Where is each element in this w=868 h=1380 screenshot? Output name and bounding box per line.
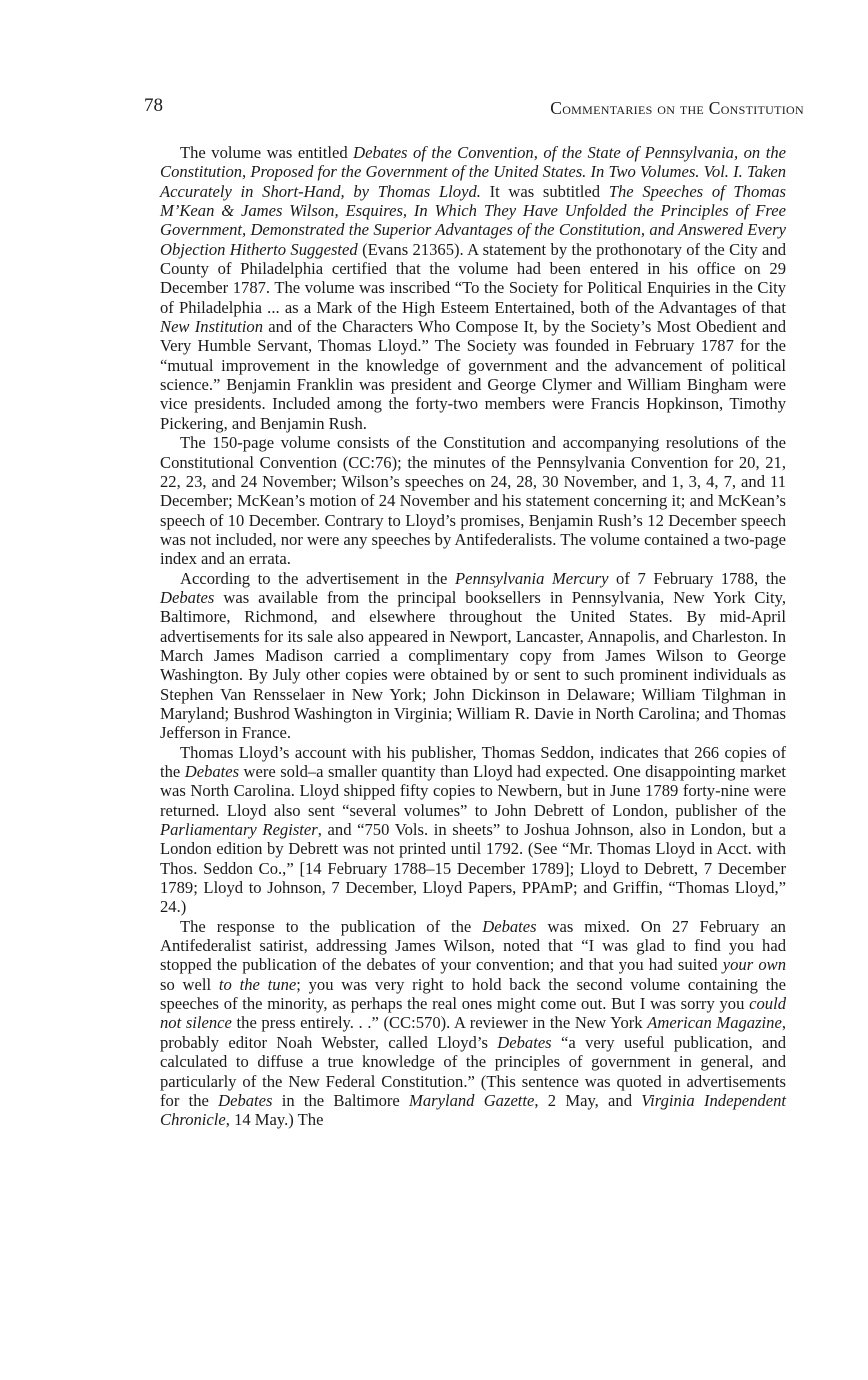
text-run: Thomas Lloyd’s account with his publisher, Thomas Seddon, indicates that 266 copies of the xyxy=(160,742,786,781)
italic-title: to the tune xyxy=(218,974,297,994)
text-run: , 14 May.) The xyxy=(225,1110,324,1130)
italic-title: Parliamentary Register xyxy=(160,820,318,840)
italic-title: Debates xyxy=(482,916,537,936)
italic-title: Debates xyxy=(184,762,240,781)
page-header xyxy=(144,95,804,121)
text-run: , 2 May, and xyxy=(534,1090,642,1110)
text-run: , probably editor Noah Webster, called Lloyd’s xyxy=(160,1013,786,1052)
italic-title: Pennsylvania Mercury xyxy=(454,568,609,588)
text-run: It was subtitled xyxy=(480,181,609,201)
text-run: ; you was very right to hold back the second volume containing the speeches of the minority, as perhaps the real ones might come out. But I was sorry you xyxy=(160,974,786,1014)
text-run: so well xyxy=(160,974,219,994)
paragraph-1 xyxy=(160,143,786,433)
italic-title: could not silence xyxy=(160,994,786,1033)
italic-title: New Institution xyxy=(160,317,263,337)
text-run: the press entirely. . .” (CC:570). A reviewer in the New York xyxy=(231,1013,648,1033)
text-run: The response to the publication of the xyxy=(180,916,483,936)
italic-title: The Speeches of Thomas M’Kean & James Wilson, Esquires, In Which They Have Unfolded the Principles of Free Government, Demonstrated the Superior Advantages of the Constitution, and Answered Every Objection Hitherto Suggested xyxy=(160,181,786,259)
italic-title: American Magazine xyxy=(647,1013,782,1033)
text-run: The 150-page volume consists of the Constitution and accompanying resolutions of the Constitutional Convention (CC:76); the minutes of the Pennsylvania Convention for 20, 21, 22, 23, and 24 November; Wilson’s speeches on 24, 28, 30 November, and 1, 3, 4, 7, and 11 December; McKean’s motion of 24 November and his statement concerning it; and McKean’s speech of 10 December. Contrary to Lloyd’s promises, Benjamin Rush’s 12 December speech was not included, nor were any speeches by Antifederalists. The volume contained a two-page index and an errata. xyxy=(160,433,786,569)
text-run: (Evans 21365). A statement by the prothonotary of the City and County of Philadelphia certified that the volume had been entered in his office on 29 December 1787. The volume was inscribed “To the Society for Political Enquiries in the City of Philadelphia ... as a Mark of the High Esteem Entertained, both of the Advantages of that xyxy=(160,239,786,317)
text-run: “a very useful publication, and calculated to diffuse a true knowledge of the principles of government in general, and particularly of the New Federal Constitution.” (This sentence was quoted in advertisements for the xyxy=(160,1032,786,1110)
italic-title: Debates xyxy=(218,1090,273,1110)
page-number: 78 xyxy=(144,95,163,116)
italic-title: Debates xyxy=(497,1032,552,1052)
text-run: and of the Characters Who Compose It, by the Society’s Most Obedient and Very Humble Servant, Thomas Lloyd.” The Society was founded in February 1787 for the “mutual improvement in the knowledge of government and the advancement of political science.” Benjamin Franklin was president and George Clymer and William Bingham were vice presidents. Included among the forty-two members were Francis Hopkinson, Timothy Pickering, and Benjamin Rush. xyxy=(160,317,787,433)
paragraph-2 xyxy=(160,433,786,568)
paragraph-3 xyxy=(160,569,786,743)
paragraph-5 xyxy=(160,917,786,1130)
text-run: of 7 February 1788, the xyxy=(608,568,787,588)
text-run: The volume was entitled xyxy=(180,143,354,162)
body-text xyxy=(160,143,786,1130)
italic-title: Debates of the Convention, of the State of Pennsylvania, on the Constitution, Proposed for the Government of the United States. In Two Volumes. Vol. I. Taken Accurately in Short-Hand, by Thomas Lloyd. xyxy=(160,143,786,201)
text-run: were sold–a smaller quantity than Lloyd had expected. One disappointing market was North Carolina. Lloyd shipped fifty copies to Newbern, but in June 1789 forty-nine were returned. Lloyd also sent “several volumes” to John Debrett of London, publisher of the xyxy=(160,762,786,820)
text-run: was mixed. On 27 February an Antifederalist satirist, addressing James Wilson, noted that “I was glad to find you had stopped the publication of the debates of your convention; and that you had suited xyxy=(160,916,786,975)
running-head: Commentaries on the Constitution xyxy=(550,98,804,118)
text-run: in the Baltimore xyxy=(272,1090,410,1110)
italic-title: your own xyxy=(722,955,787,975)
paragraph-4 xyxy=(160,743,786,917)
text-run: According to the advertisement in the xyxy=(180,568,455,588)
italic-title: Maryland Gazette xyxy=(409,1090,535,1110)
italic-title: Debates xyxy=(160,587,215,607)
text-run: , and “750 Vols. in sheets” to Joshua Johnson, also in London, but a London edition by Debrett was not printed until 1792. (See “Mr. Thomas Lloyd in Acct. with Thos. Seddon Co.,” [14 February 1788–15 December 1789]; Lloyd to Debrett, 7 December 1789; Lloyd to Johnson, 7 December, Lloyd Papers, PPAmP; and Griffin, “Thomas Lloyd,” 24.) xyxy=(160,820,786,917)
italic-title: Virginia Independent Chronicle xyxy=(160,1090,786,1130)
text-run: was available from the principal booksellers in Pennsylvania, New York City, Baltimore, Richmond, and elsewhere throughout the United States. By mid-April advertisements for its sale also appeared in Newport, Lancaster, Annapolis, and Charleston. In March James Madison carried a complimentary copy from James Wilson to George Washington. By July other copies were obtained by or sent to such prominent individuals as Stephen Van Rensselaer in New York; John Dickinson in Delaware; William Tilghman in Maryland; Bushrod Washington in Virginia; William R. Davie in North Carolina; and Thomas Jefferson in France. xyxy=(160,587,786,743)
